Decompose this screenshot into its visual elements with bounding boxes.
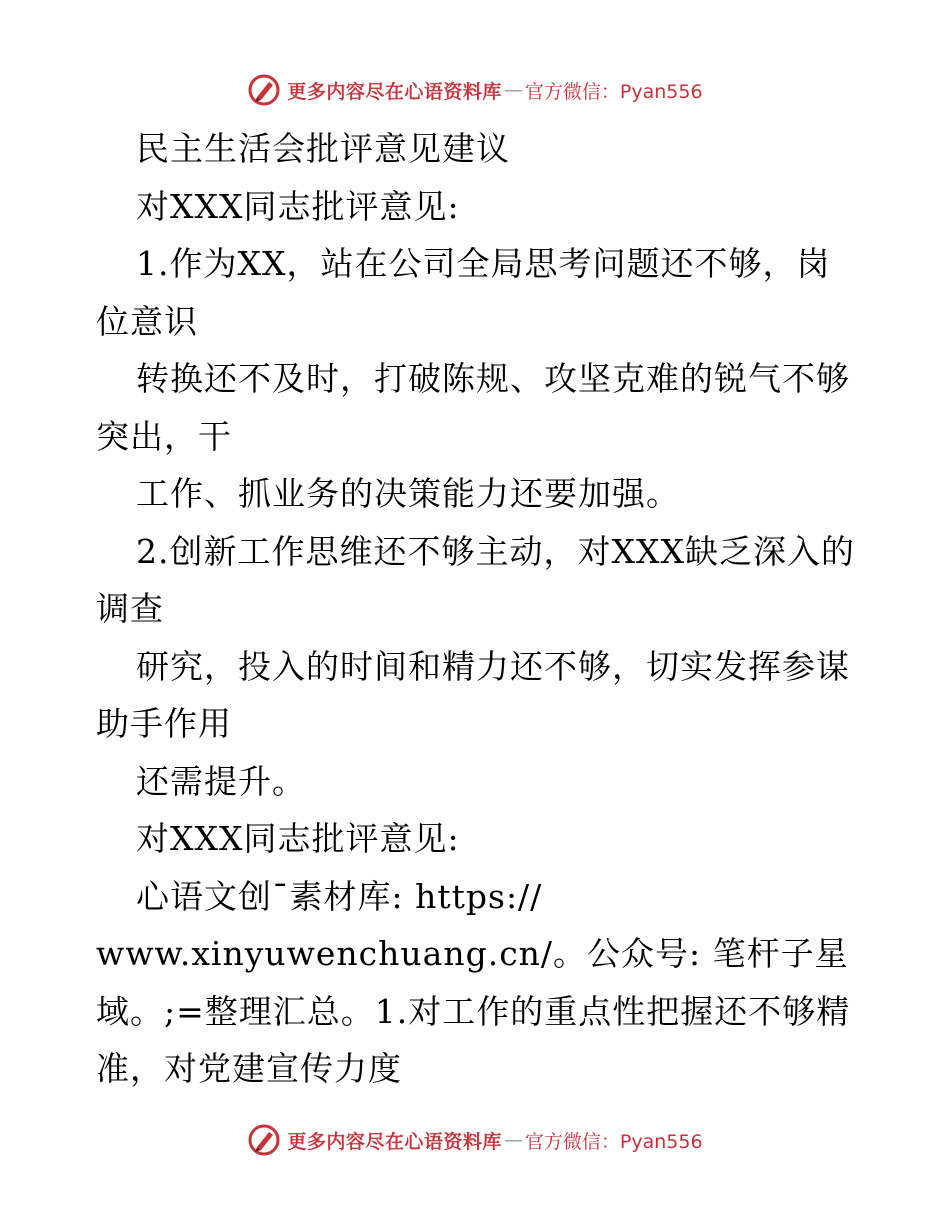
paragraph-line: 还需提升。	[136, 761, 306, 801]
paragraph-line: 位意识	[96, 301, 198, 341]
footer-brand-text: 更多内容尽在心语资料库	[287, 1130, 502, 1153]
pen-seal-icon	[247, 73, 281, 107]
paragraph-line: 突出，干	[96, 416, 232, 456]
pen-seal-icon	[247, 1123, 281, 1157]
section-heading: 对XXX同志批评意见:	[136, 186, 460, 226]
paragraph-line: 研究，投入的时间和精力还不够，切实发挥参谋	[136, 646, 850, 686]
footer-wechat-text: 官方微信：Pyan556	[524, 1130, 703, 1153]
paragraph-line: 1.作为XX，站在公司全局思考问题还不够，岗	[136, 244, 831, 283]
paragraph-line: 域。;=整理汇总。1.对工作的重点性把握还不够精	[96, 991, 851, 1031]
paragraph-line: 准，对党建宣传力度	[96, 1049, 402, 1088]
document-body	[96, 120, 866, 1098]
paragraph-line: 2.创新工作思维还不够主动，对XXX缺乏深入的	[136, 531, 855, 571]
paragraph-line: 心语文创¯素材库: https://	[136, 876, 543, 916]
paragraph-line: 转换还不及时，打破陈规、攻坚克难的锐气不够	[136, 359, 850, 398]
header-brand-text: 更多内容尽在心语资料库	[287, 80, 502, 103]
paragraph-line: 助手作用	[96, 704, 232, 743]
header-wechat-text: 官方微信：Pyan556	[524, 80, 703, 103]
paragraph-line: 工作、抓业务的决策能力还要加强。	[136, 474, 680, 513]
header-banner	[0, 70, 950, 110]
header-separator: —	[503, 79, 523, 101]
paragraph-line: 调查	[96, 589, 164, 628]
document-title: 民主生活会批评意见建议	[136, 129, 510, 168]
footer-banner	[0, 1120, 950, 1160]
section-heading: 对XXX同志批评意见:	[136, 819, 460, 858]
footer-separator: —	[503, 1129, 523, 1151]
paragraph-line: www.xinyuwenchuang.cn/。公众号: 笔杆子星	[96, 934, 849, 973]
